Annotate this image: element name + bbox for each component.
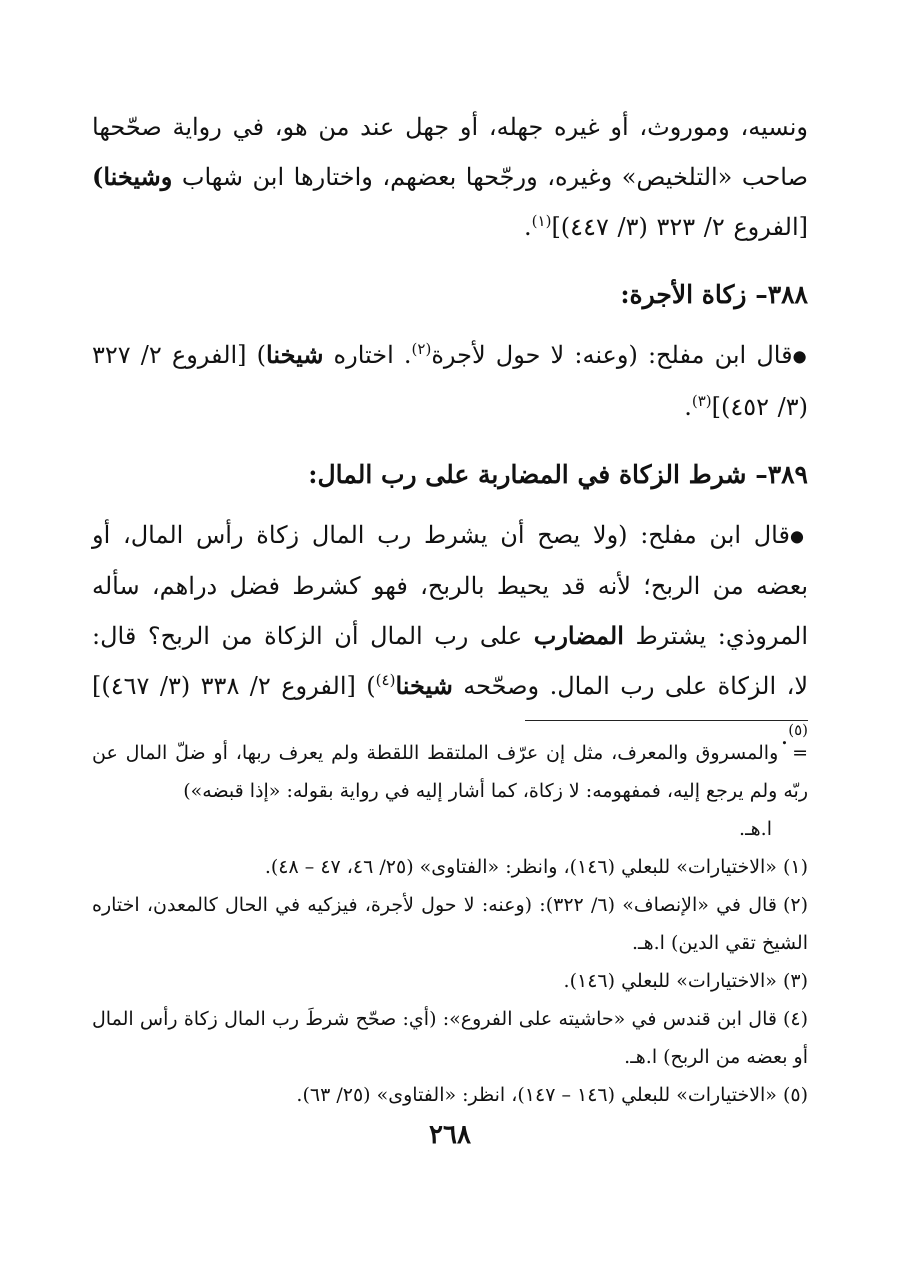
footnote-marker[interactable]: (٢): [411, 340, 432, 358]
bullet-icon: ●: [792, 346, 809, 366]
paragraph-389: [92, 510, 808, 762]
footnote-number: (٤): [782, 1008, 808, 1030]
footnote-text: قال ابن قندس في «حاشيته على الفروع»: (أي: صحّح شرطَ رب المال زكاة رأس المال أو بعضه من الربح) ا.هـ.: [92, 1008, 808, 1068]
paragraph-text: ونسيه، وموروث، أو غيره جهله، أو جهل عند من هو، في رواية صحّحها صاحب «التلخيص» وغيره، ورجّحها بعضهم، واختارها ابن شهاب: [92, 113, 808, 191]
footnote-3: [92, 962, 808, 1000]
footnotes-section: [92, 734, 808, 1114]
footnote-text: قال في «الإنصاف» (٦/ ٣٢٢): (وعنه: لا حول لأجرة، فيزكيه في الحال كالمعدن، اختاره الشيخ تقي الدين) ا.هـ.: [92, 894, 808, 954]
punctuation: .: [780, 722, 789, 750]
punctuation: .: [524, 213, 532, 241]
reference-citation: ) [الفروع ٢/ ٣٣٨ (٣/ ٤٦٧)]: [92, 672, 376, 700]
footnote-divider: [525, 720, 808, 721]
footnote-number: (٣): [782, 970, 808, 992]
footnote-continuation: [92, 734, 808, 810]
punctuation: .: [684, 392, 692, 421]
continuation-marker: =: [792, 742, 808, 764]
footnote-number: (١): [782, 856, 808, 878]
paragraph-text: قال ابن مفلح: (ولا يصح أن يشرط رب المال زكاة رأس المال، أو بعضه من الربح؛ لأنه قد يحيط بالربح، فهو كشرط فضل دراهم، سأله المروذي: يشترط: [92, 520, 808, 650]
section-heading-388: ٣٨٨– زكاة الأجرة:: [620, 280, 808, 309]
reference-citation: ) [الفروع ٢/ ٣٢٧ (٣/ ٤٥٢)]: [92, 341, 808, 421]
footnote-continuation-end: ا.هـ.: [739, 818, 772, 840]
bold-word: شيخنا: [266, 340, 324, 369]
footnote-text: «الاختيارات» للبعلي (١٤٦)، وانظر: «الفتاوى» (٢٥/ ٤٦، ٤٧ – ٤٨).: [264, 856, 777, 878]
bold-word: شيخنا: [395, 671, 453, 700]
footnote-marker[interactable]: (١): [531, 212, 552, 230]
bold-word: المضارب: [533, 621, 624, 650]
paragraph-388: [92, 330, 808, 432]
page-number: ٢٦٨: [429, 1120, 471, 1150]
section-heading-389: ٣٨٩– شرط الزكاة في المضاربة على رب المال:: [308, 459, 808, 489]
footnote-text: «الاختيارات» للبعلي (١٤٦ – ١٤٧)، انظر: «الفتاوى» (٢٥/ ٦٣).: [296, 1084, 777, 1106]
footnote-text: «الاختيارات» للبعلي (١٤٦).: [563, 970, 777, 992]
footnote-marker[interactable]: (٥): [788, 721, 808, 739]
footnote-text: والمسروق والمعرف، مثل إن عرّف الملتقط اللقطة ولم يعرف ربها، أو ضلّ المال عن ربّه ولم يرجع إليه، فمفهومه: لا زكاة، كما أشار إليه في رواية بقوله: «إذا قبضه»): [92, 742, 808, 802]
bullet-icon: ●: [789, 526, 808, 545]
footnote-marker[interactable]: (٣): [691, 391, 712, 410]
paragraph-continued: [92, 102, 808, 252]
paragraph-text: على رب المال أن الزكاة من الربح؟ قال: لا، الزكاة على رب المال. وصحّحه: [92, 622, 809, 700]
footnote-1: [92, 848, 808, 886]
footnote-number: (٥): [782, 1084, 808, 1106]
footnote-4: [92, 1000, 808, 1076]
footnote-marker[interactable]: (٤): [375, 671, 396, 689]
main-text: [92, 102, 808, 761]
footnote-5: [92, 1076, 808, 1114]
footnote-number: (٢): [782, 894, 808, 916]
footnote-2: [92, 886, 808, 962]
reference-citation: [الفروع ٢/ ٣٢٣ (٣/ ٤٤٧)]: [551, 213, 808, 241]
paragraph-text: . اختاره: [323, 341, 412, 369]
bold-word: وشيخنا): [92, 162, 173, 191]
paragraph-text: قال ابن مفلح: (وعنه: لا حول لأجرة: [431, 341, 793, 369]
